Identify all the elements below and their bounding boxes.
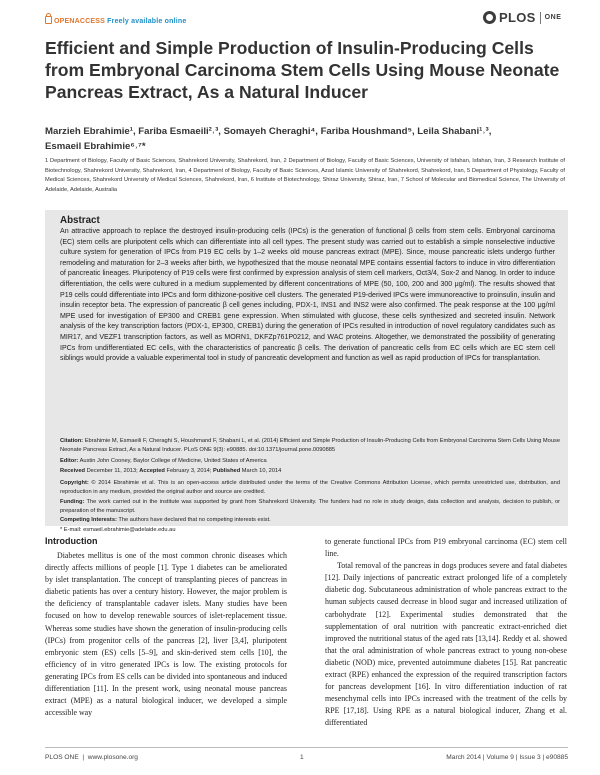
intro-paragraph-1: Diabetes mellitus is one of the most common chronic diseases which directly affects millions of people [1]. Type 1 diabetes can be ameliorated by islet transplantation. The concept of transplanting pieces of pancreas in diabetic patients has over a century history. However, the major problem is the deficiency of transplantable cadaver islets. Many studies have been focused on how to develop renewable sources of islet-replacement tissue. Whereas some studies have shown the generation of insulin-producing cells (IPCs) from progenitor cells of the pancreas [2], liver [3,4], pluripotent embryonic stem (ES) cells [5–9], and skin-derived stem cells [10], the efficiency of in vitro generated IPCs is low. The existing protocols for generating IPCs from ES cells can be divided into spontaneous and induced differentiation [11]. In the present work, using neonatal mouse pancreas extract (MPE) as a natural biological inducer, we developed a simple accessible way xyxy=(45,551,287,718)
intro-paragraph-2: Total removal of the pancreas in dogs produces severe and fatal diabetes [12]. Daily injections of pancreatic extract prolonged life of a completely diabetic dog. Subcutaneous administration of whole pancreas extract to the human subjects caused decrease in blood sugar and increased utilization of carbohydrate [12]. Experimental studies demonstrated that the supplementation of oral nutrition with pancreatic extract-enriched diet improved the nutritional status of the aged rats [13,14]. Reddy et al. showed that the oral administration of whole pancreas extract to young non-obese diabetic (NOD) mice, prevented autoimmune diabetes [15]. Rat pancreatic extract (RPE) enhanced the expression of the required transcription factors for pancreas development [16]. In vitro differentiation induction of rat mesenchymal cells into IPCs increased with the treatment of the cells by RPE [17,18]. Using RPE as a natural biological inducer, Zhang et al. differentiated xyxy=(325,561,567,728)
copyright xyxy=(60,479,560,498)
footer-url[interactable]: www.plosone.org xyxy=(87,754,138,761)
author-line-2: Esmaeil Ebrahimie⁶˒⁷* xyxy=(45,141,146,152)
competing-label: Competing Interests: xyxy=(60,517,117,523)
logo-divider xyxy=(540,12,541,24)
author-list xyxy=(45,124,560,154)
accepted-label: Accepted xyxy=(139,468,165,474)
intro-paragraph-continued: to generate functional IPCs from P19 embryonal carcinoma (EC) stem cell line. xyxy=(325,537,567,559)
footer-rule xyxy=(45,747,568,748)
footer-journal: PLOS ONE | www.plosone.org xyxy=(45,754,138,761)
funding xyxy=(60,498,560,517)
funding-text: The work carried out in the institute was supported by grant from Shahrekord University. The funders had no role in study design, data collection and analysis, decision to publish, or preparation of the manuscript. xyxy=(60,499,560,515)
received-date: December 11, 2013; xyxy=(86,468,138,474)
plos-one-logo xyxy=(483,10,562,25)
logo-journal: ONE xyxy=(544,14,562,21)
abstract-text: An attractive approach to replace the destroyed insulin-producing cells (IPCs) is the generation of functional β cells from stem cells. Embryonal carcinoma (EC) stem cells are pluripotent cells which can differentiate into all cell types. The present study was carried out to establish a simple nonselective inductive culture system for generation of IPCs from P19 EC cells by 1–2 weeks old mouse pancreas extract (MPE). Since, mouse pancreatic islets undergo further remodeling and maturation for 2–3 weeks after birth, we hypothesized that the mouse neonatal MPE contains essential factors to induce in vitro differentiation of pancreatic lineages. Pluripotency of P19 cells were first confirmed by expression analysis of stem cell markers, Oct3/4, Sox-2 and Nanog. In order to induce differentiation, the cells were cultured in a medium supplemented by different concentrations of MPE (50, 100, 200 and 300 μg/ml). The results showed that P19 cells could differentiate into IPCs and form dithizone-positive cell clusters. The generated P19-derived IPCs were immunoreactive to proinsulin, insulin and insulin receptor beta. The expression of pancreatic β cell genes including, PDX-1, INS1 and INS2 were also confirmed. The peak response at the 100 μg/ml MPE used for investigation of EP300 and CREB1 gene expression. When stimulated with glucose, these cells synthesized and secreted insulin. Network analysis of the key transcription factors (PDX-1, EP300, CREB1) during the generation of IPCs resulted in introduction of novel regulatory candidates such as MIR17, and VEZF1 transcription factors, as well as MORN1, DKFZp761P0212, and WAC proteins. Altogether, we demonstrated the possibility of generating IPCs from undifferentiated EC cells, with the characteristics of pancreatic β cells. The derivation of pancreatic cells from EC cells which are EC stem cell siblings would provide a valuable experimental tool in study of pancreatic development and function as well as rapid production of IPCs for transplantation. xyxy=(60,228,555,363)
author-line-1: Marzieh Ebrahimie¹, Fariba Esmaeili²˒³, Somayeh Cheraghi⁴, Fariba Houshmand⁵, Leila Shabani¹˒³, xyxy=(45,126,492,137)
oa-open-label: OPEN xyxy=(54,18,75,25)
intro-left-column xyxy=(45,550,287,719)
published-date: March 10, 2014 xyxy=(241,468,282,474)
oa-free-label: Freely available online xyxy=(107,18,187,25)
footer-issue: March 2014 | Volume 9 | Issue 3 | e90885 xyxy=(446,754,568,761)
footer-journal-name: PLOS ONE xyxy=(45,754,79,761)
competing-interests xyxy=(60,516,560,525)
article-title: Efficient and Simple Production of Insulin-Producing Cells from Embryonal Carcinoma Stem Cells Using Mouse Neonate Pancreas Extract, As a Natural Inducer xyxy=(45,38,560,102)
citation-text: Ebrahimie M, Esmaeili F, Cheraghi S, Houshmand F, Shabani L, et al. (2014) Efficient and Simple Production of Insulin-Producing Cells from Embryonal Carcinoma Stem Cells Using Mouse Neonate Pancreas Extract, As a Natural Inducer. PLoS ONE 9(3): e90885. doi:10.1371/journal.pone.0090885 xyxy=(60,438,560,454)
intro-right-column xyxy=(325,536,567,730)
copyright-label: Copyright: xyxy=(60,480,89,486)
received-label: Received xyxy=(60,468,85,474)
open-lock-icon xyxy=(45,16,52,24)
dates xyxy=(60,467,560,476)
oa-access-label: ACCESS xyxy=(74,18,106,25)
citation-label: Citation: xyxy=(60,438,84,444)
introduction-heading: Introduction xyxy=(45,536,98,546)
published-label: Published xyxy=(213,468,241,474)
copyright-text: © 2014 Ebrahimie et al. This is an open-access article distributed under the terms of the Creative Commons Attribution License, which permits unrestricted use, distribution, and reproduction in any medium, provided the original author and source are credited. xyxy=(60,480,560,496)
logo-word: PLOS xyxy=(499,10,536,25)
corresponding-email[interactable]: * E-mail: esmaeil.ebrahimie@adelaide.edu.au xyxy=(60,527,176,533)
affiliations: 1 Department of Biology, Faculty of Basic Sciences, Shahrekord University, Shahrekord, Iran, 2 Department of Biology, Faculty of Basic Sciences, University of Isfahan, Isfahan, Iran, 3 Research Institute of Biotechnology, Shahrekord University, Shahrekord, Iran, 4 Department of Biology, Faculty of Basic Sciences, Azad Islamic University of Shahrekord, Shahrekord, Iran, 5 Department of Physiology, Faculty of Medical Sciences, Shahrekord University of Medical Sciences, Shahrekord, Iran, 6 Institute of Biotechnology, Shiraz University, Shiraz, Iran, 7 School of Molecular and Biomedical Science, The University of Adelaide, Adelaide, Australia xyxy=(45,158,565,193)
editor-text: Austin John Cooney, Baylor College of Medicine, United States of America xyxy=(79,458,267,464)
funding-label: Funding: xyxy=(60,499,85,505)
citation xyxy=(60,437,560,456)
open-access-badge xyxy=(45,16,186,25)
competing-text: The authors have declared that no competing interests exist. xyxy=(118,517,271,523)
editor xyxy=(60,457,560,466)
editor-label: Editor: xyxy=(60,458,79,464)
accepted-date: February 3, 2014; xyxy=(166,468,212,474)
plos-logo-icon xyxy=(483,11,496,24)
footer-page-number: 1 xyxy=(300,754,304,761)
abstract-heading: Abstract xyxy=(60,215,100,226)
